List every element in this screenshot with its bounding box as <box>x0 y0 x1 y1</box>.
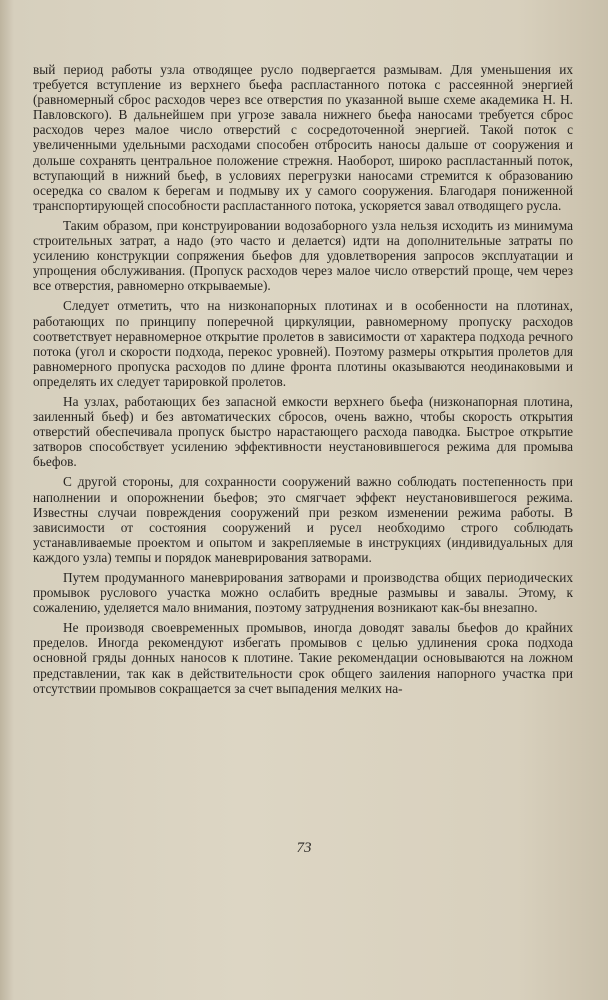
paragraph: Путем продуманного маневрирования затворами и производства общих периодических промывок руслового участка можно ослабить вредные размывы и завалы. Этому, к сожалению, уделяется мало внимания, поэтому затруднения возникают как-бы внезапно. <box>33 570 573 616</box>
paragraph: На узлах, работающих без запасной емкости верхнего бьефа (низконапорная плотина, заиленный бьеф) и без автоматических сбросов, очень важно, чтобы скорость открытия отверстий обеспечивала пропуск быстро нарастающего расхода паводка. Быстрое открытие затворов способствует усилению эффективности неустановившегося режима для промыва бьефов. <box>33 393 573 470</box>
paragraph: С другой стороны, для сохранности сооружений важно соблюдать постепенность при наполнении и опорожнении бьефов; это смягчает эффект неустановившегося режима. Известны случаи повреждения сооружений при резком изменении режима работы. В зависимости от состояния сооружений и русел необходимо строго соблюдать устанавливаемые проектом и опытом и закрепляемые в инструкциях (индивидуальных для каждого узла) темпы и порядок маневрирования затворами. <box>33 474 573 565</box>
paragraph: Не производя своевременных промывов, иногда доводят завалы бьефов до крайних пределов. Иногда рекомендуют избегать промывов с целью удлинения срока подхода основной гряды донных наносов к плотине. Такие рекомендации основываются на ложном представлении, так как в действительности срок общего заиления напорного участка при отсутствии промывов сокращается за счет выпадения мелких на- <box>33 620 573 696</box>
body-text <box>33 62 573 701</box>
paragraph: Таким образом, при конструировании водозаборного узла нельзя исходить из минимума строительных затрат, а надо (это часто и делается) идти на дополнительные затраты по усилению конструкции сопряжения бьефов для удовлетворения запросов эксплуатации и упрощения обслуживания. (Пропуск расходов через малое число отверстий проще, чем через все отверстия, равномерно открываемые). <box>33 217 573 294</box>
page-number: 73 <box>296 840 312 856</box>
paragraph: Следует отметить, что на низконапорных плотинах и в особенности на плотинах, работающих по принципу поперечной циркуляции, равномерному пропуску расходов соответствует неравномерное открытие пролетов в зависимости от характера подхода речного потока (угол и скорости подхода, перекос уровней). Поэтому размеры открытия пролетов для равномерного пропуска расходов по длине фронта плотины оказываются неодинаковыми и определять их следует тарировкой пролетов. <box>33 298 573 389</box>
paragraph: вый период работы узла отводящее русло подвергается размывам. Для уменьшения их требуется вступление из верхнего бьефа распластанного потока с рассеянной энергией (равномерный сброс расходов через все отверстия по указанной выше схеме академика Н. Н. Павловского). В дальнейшем при угрозе завала нижнего бьефа наносами требуется сброс расходов через малое число отверстий с сосредоточенной энергией. Такой поток с увеличенными удельными расходами способен отбросить наносы дальше от сооружения и дольше сохранять центральное положение стрежня. Наоборот, широко распластанный поток, вступающий в нижний бьеф, в условиях перегрузки наносами стремится к образованию осередка со свалом к берегам и подмыву их у самого сооружения. Благодаря пониженной транспортирующей способности распластанного потока, ускоряется завал отводящего русла. <box>33 62 573 213</box>
